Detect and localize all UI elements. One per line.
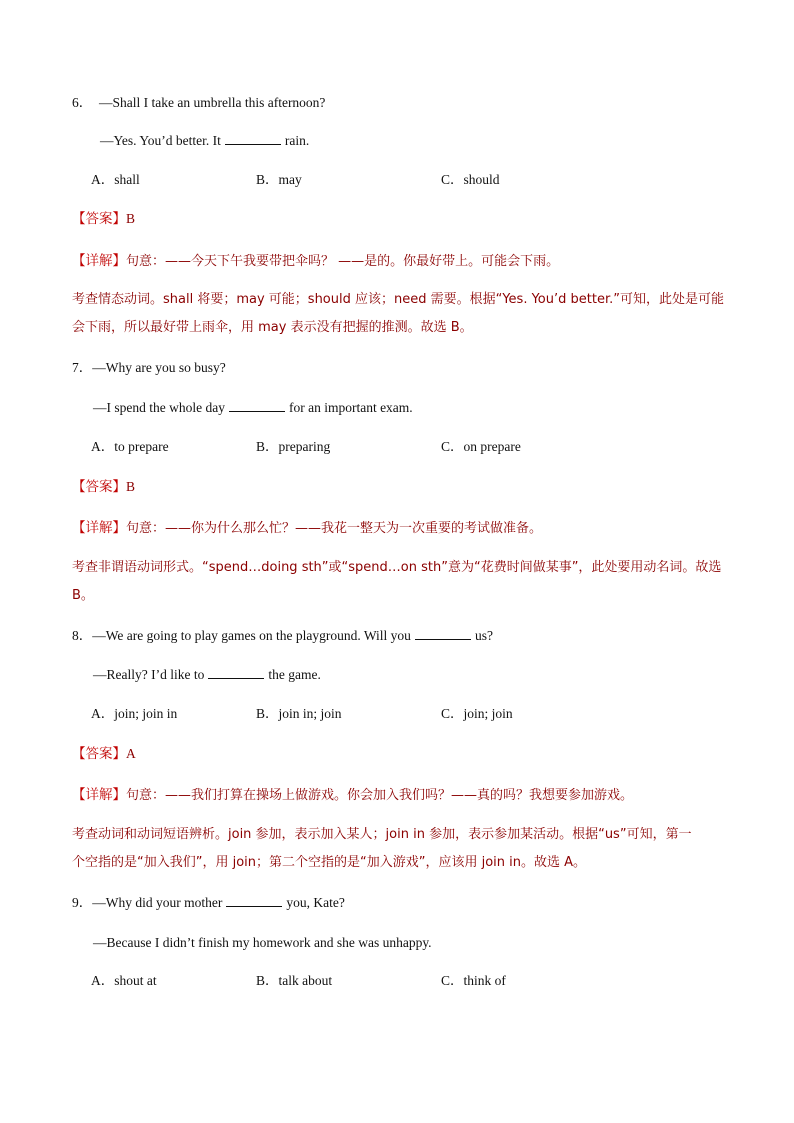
q8-reply xyxy=(93,666,321,684)
q7-detail-text: 句意：——你为什么那么忙？——我花一整天为一次重要的考试做准备。 xyxy=(126,521,543,536)
q6-line2-a: —Yes. You’d better. It xyxy=(100,133,221,148)
q7-option-a: A．to prepare xyxy=(91,439,169,454)
q6-detail xyxy=(72,252,559,271)
q8-explain-line1: 考查动词和动词短语辨析。join 参加，表示加入某人；join in 参加，表示参加某活动。根据“us”可知，第一 xyxy=(72,827,692,842)
q9-option-c: C．think of xyxy=(441,973,506,988)
q6-stem xyxy=(72,94,325,112)
q7-detail xyxy=(72,519,542,538)
q6-answer-tag: 【答案】 xyxy=(72,211,126,227)
q6-line2-b: rain. xyxy=(284,133,310,148)
q7-answer-tag: 【答案】 xyxy=(72,479,126,495)
q7-explain-line1: 考查非谓语动词形式。“spend…doing sth”或“spend…on sth”意为“花费时间做某事”，此处要用动名词。故选 xyxy=(72,560,722,575)
q7-line2-a: —I spend the whole day xyxy=(93,400,225,415)
q8-line1-a: —We are going to play games on the playground. Will you xyxy=(92,628,411,643)
q9-option-b: B．talk about xyxy=(256,973,333,988)
q8-line1-b: us? xyxy=(474,628,493,643)
q8-answer-value: A xyxy=(126,746,136,761)
q8-line2-a: —Really? I’d like to xyxy=(93,667,205,682)
q9-stem xyxy=(72,894,345,912)
q8-number: 8． xyxy=(72,628,93,643)
q7-option-c: C．on prepare xyxy=(441,439,521,454)
q7-stem xyxy=(72,359,226,377)
q8-answer xyxy=(72,745,136,763)
q8-stem xyxy=(72,627,493,645)
q9-line1-a: —Why did your mother xyxy=(92,895,223,910)
q6-detail-tag: 【详解】 xyxy=(72,253,126,269)
q6-explain-line2: 会下雨，所以最好带上雨伞，用 may 表示没有把握的推测。故选 B。 xyxy=(72,320,473,335)
q6-reply xyxy=(100,132,309,150)
q9-blank xyxy=(226,894,282,907)
q8-option-c: C．join; join xyxy=(441,706,513,721)
q8-detail-tag: 【详解】 xyxy=(72,787,126,803)
q7-detail-tag: 【详解】 xyxy=(72,520,126,536)
q9-line1-b: you, Kate? xyxy=(286,895,345,910)
q7-option-b: B．preparing xyxy=(256,439,331,454)
q6-explain-line1: 考查情态动词。shall 将要；may 可能；should 应该；need 需要。根据“Yes. You’d better.”可知，此处是可能 xyxy=(72,292,724,307)
q7-answer xyxy=(72,478,135,496)
q9-option-a: A．shout at xyxy=(91,973,157,988)
q6-option-c: C．should xyxy=(441,172,500,187)
q6-blank xyxy=(225,132,281,145)
q6-number: 6． xyxy=(72,95,93,110)
q8-line2-b: the game. xyxy=(268,667,321,682)
q6-option-a: A．shall xyxy=(91,172,140,187)
q6-line1: —Shall I take an umbrella this afternoon? xyxy=(99,95,326,110)
q7-answer-value: B xyxy=(126,479,136,494)
q8-answer-tag: 【答案】 xyxy=(72,746,126,762)
q6-answer-value: B xyxy=(126,211,136,226)
q8-blank-2 xyxy=(208,666,264,679)
q7-explain-line2: B。 xyxy=(72,588,94,603)
q8-option-a: A．join; join in xyxy=(91,706,178,721)
q7-blank xyxy=(229,399,285,412)
q7-line2-b: for an important exam. xyxy=(288,400,413,415)
q6-option-b: B．may xyxy=(256,172,302,187)
q8-detail-text: 句意：——我们打算在操场上做游戏。你会加入我们吗？——真的吗？我想要参加游戏。 xyxy=(126,788,634,803)
q7-number: 7． xyxy=(72,360,93,375)
q9-number: 9． xyxy=(72,895,93,910)
q8-explain-line2: 个空指的是“加入我们”，用 join；第二个空指的是“加入游戏”，应该用 join in。故选 A。 xyxy=(72,855,587,870)
q8-blank-1 xyxy=(415,627,471,640)
q6-answer xyxy=(72,210,135,228)
q7-reply xyxy=(93,399,413,417)
q8-option-b: B．join in; join xyxy=(256,706,342,721)
q7-line1: —Why are you so busy? xyxy=(92,360,226,375)
q8-detail xyxy=(72,786,633,805)
q9-reply: —Because I didn’t finish my homework and she was unhappy. xyxy=(93,935,432,950)
q6-detail-text: 句意：——今天下午我要带把伞吗？ ——是的。你最好带上。可能会下雨。 xyxy=(126,254,560,269)
